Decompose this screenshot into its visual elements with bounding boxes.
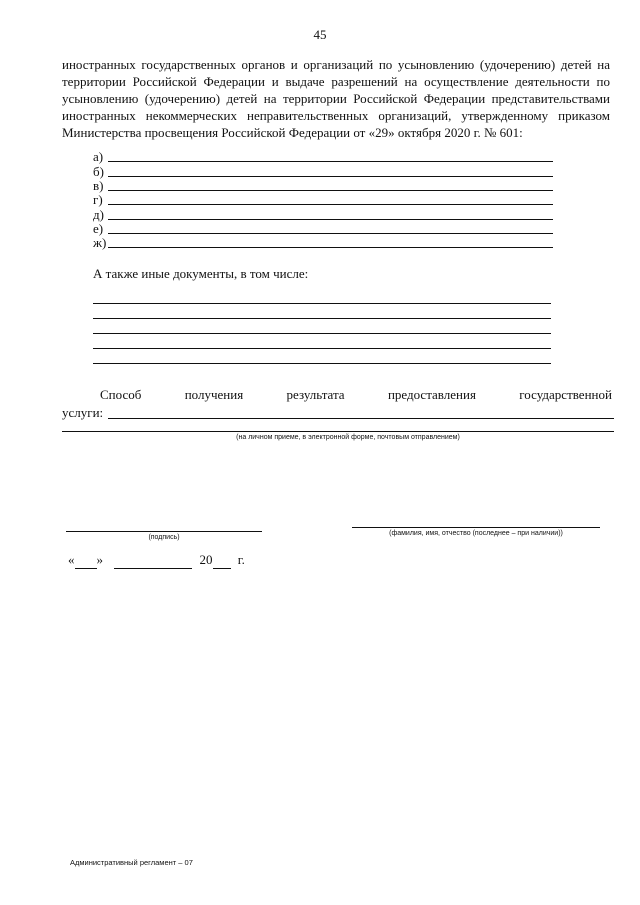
document-item-e: [93, 222, 553, 236]
full-name-line: [352, 527, 600, 528]
month-blank: [114, 552, 192, 569]
document-item-a: [93, 150, 553, 164]
item-letter: в): [93, 178, 104, 193]
other-documents-line: [93, 318, 551, 319]
other-documents-line: [93, 348, 551, 349]
year-prefix: 20: [199, 552, 213, 567]
fill-line: [108, 176, 553, 177]
result-method-label: [100, 387, 612, 403]
item-letter: а): [93, 149, 104, 164]
result-method-word: государственной: [519, 387, 612, 402]
date-close-quote: »: [96, 552, 103, 567]
document-item-b: [93, 165, 553, 179]
result-method-word: предоставления: [387, 387, 476, 402]
result-method-line: [62, 431, 614, 432]
item-letter: б): [93, 164, 104, 179]
result-method-line: [108, 418, 614, 419]
fill-line: [108, 233, 553, 234]
fill-line: [108, 161, 553, 162]
other-documents-line: [93, 363, 551, 364]
signature-caption: (подпись): [148, 534, 180, 541]
fill-line: [108, 219, 553, 220]
year-suffix: г.: [237, 552, 245, 567]
document-item-v: [93, 179, 553, 193]
result-method-word: результата: [286, 387, 345, 402]
page-number: 45: [313, 27, 327, 42]
other-documents-line: [93, 333, 551, 334]
result-method-word: Способ: [100, 387, 142, 402]
other-documents-heading: А также иные документы, в том числе:: [93, 266, 309, 281]
document-item-g: [93, 193, 553, 207]
document-item-d: [93, 208, 553, 222]
item-letter: г): [93, 192, 103, 207]
intro-paragraph: иностранных государственных органов и организаций по усыновлению (удочерению) детей на территории Российской Федерации и выдаче разрешений на осуществление деятельности по усыновлению (удочерению) детей на территории Российской Федерации представительствами иностранных некоммерческих неправительственных организаций, утвержденному приказом Министерства просвещения Российской Федерации от «29» октября 2020 г. № 601:: [62, 57, 610, 140]
footer-text: Административный регламент – 07: [70, 858, 193, 867]
date-open-quote: «: [68, 552, 75, 567]
full-name-caption: (фамилия, имя, отчество (последнее – при наличии)): [389, 530, 563, 537]
result-method-caption: (на личном приеме, в электронной форме, почтовым отправлением): [236, 434, 460, 441]
document-item-zh: [93, 236, 553, 250]
date-row: [68, 552, 245, 569]
result-method-word: получения: [184, 387, 244, 402]
item-letter: д): [93, 207, 104, 222]
signature-line: [66, 531, 262, 532]
day-blank: [75, 552, 97, 569]
item-letter: е): [93, 221, 104, 236]
item-letter: ж): [93, 235, 107, 250]
fill-line: [108, 247, 553, 248]
other-documents-line: [93, 303, 551, 304]
fill-line: [108, 204, 553, 205]
result-method-continuation: услуги:: [62, 405, 104, 420]
year-blank: [213, 552, 231, 569]
fill-line: [108, 190, 553, 191]
